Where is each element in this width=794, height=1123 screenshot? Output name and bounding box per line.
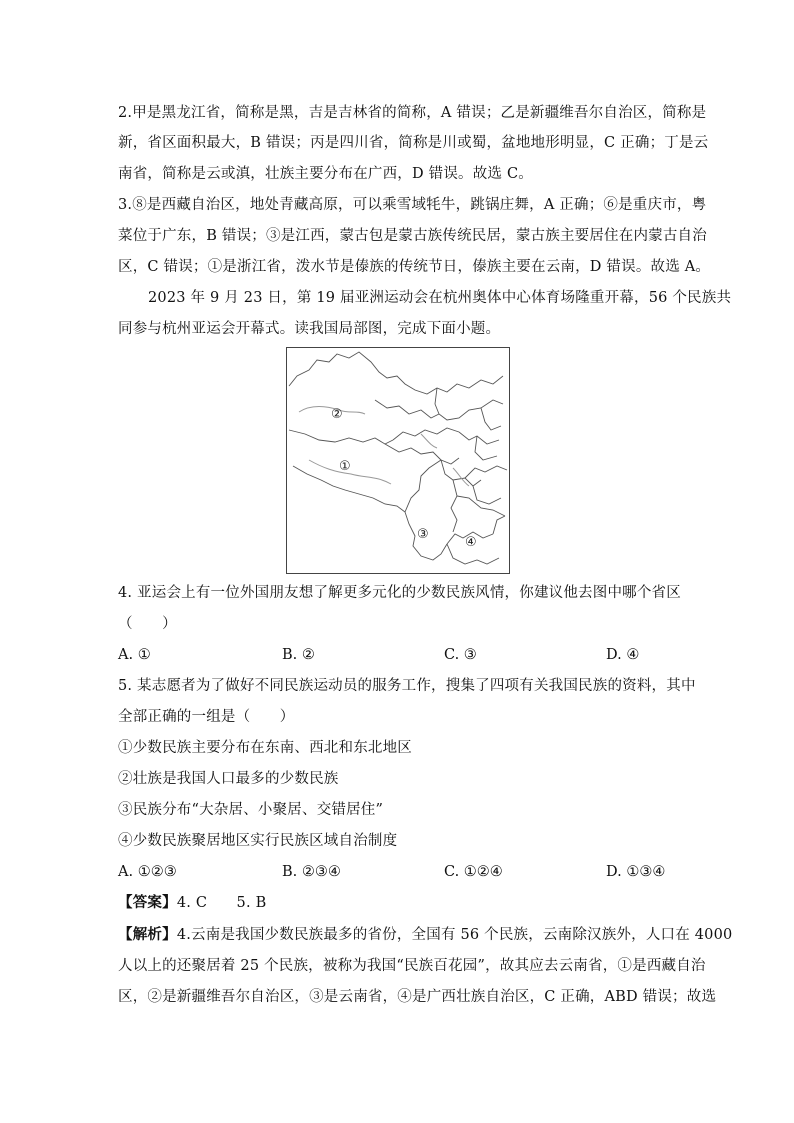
q5-stem-line-2: 全部正确的一组是（ ） [118,709,295,725]
q4-option-a: A. ① [118,647,151,663]
answer-text: 4. C 5. B [176,895,267,911]
q5-option-a: A. ①②③ [118,864,177,880]
q5-statement-2: ②壮族是我国人口最多的少数民族 [118,771,339,787]
map-label-3: ③ [417,527,429,542]
analysis-label: 【解析】 [118,926,177,943]
china-partial-map [286,347,510,574]
q5-stem-line-1: 5. 某志愿者为了做好不同民族运动员的服务工作，搜集了四项有关我国民族的资料，其中 [118,678,696,694]
analysis-line-2: 人以上的还聚居着 25 个民族，被称为我国“民族百花园”，故其应去云南省，①是西藏自治 [118,958,706,974]
analysis-line-3: 区，②是新疆维吾尔自治区，③是云南省，④是广西壮族自治区，C 正确，ABD 错误；故选 [118,989,717,1005]
q2-explanation-line-1: 2.甲是黑龙江省，简称是黑，吉是吉林省的简称，A 错误；乙是新疆维吾尔自治区，简称是 [118,105,707,121]
q4-stem-line-2: （ ） [118,616,177,632]
intro-line-1: 2023 年 9 月 23 日，第 19 届亚洲运动会在杭州奥体中心体育场隆重开幕，56 个民族共 [148,290,732,306]
q5-option-c: C. ①②④ [444,864,503,880]
q4-option-d: D. ④ [606,647,640,663]
analysis-text-1: 4.云南是我国少数民族最多的省份，全国有 56 个民族，云南除汉族外，人口在 4000 [176,927,733,943]
q4-option-c: C. ③ [444,647,477,663]
q3-explanation-line-3: 区，C 错误；①是浙江省，泼水节是傣族的传统节日，傣族主要在云南，D 错误。故选 A。 [118,259,711,275]
q5-option-b: B. ②③④ [282,864,341,880]
intro-line-2: 同参与杭州亚运会开幕式。读我国局部图，完成下面小题。 [118,321,501,337]
q2-explanation-line-3: 南省，简称是云或滇，壮族主要分布在广西，D 错误。故选 C。 [118,166,533,182]
answer-label: 【答案】 [118,894,177,911]
q5-statement-3: ③民族分布“大杂居、小聚居、交错居住” [118,802,384,818]
map-outline-svg [287,348,509,573]
map-label-4: ④ [465,535,477,550]
q3-explanation-line-1: 3.⑧是西藏自治区，地处青藏高原，可以乘雪域牦牛，跳锅庄舞，A 正确；⑥是重庆市，粤 [118,197,707,213]
answer-line [118,893,266,913]
map-label-1: ① [339,459,351,474]
q5-option-d: D. ①③④ [606,864,666,880]
q4-option-b: B. ② [282,647,315,663]
q2-explanation-line-2: 新，省区面积最大，B 错误；丙是四川省，简称是川或蜀，盆地地形明显，C 正确；丁是云 [118,135,709,151]
q5-statement-1: ①少数民族主要分布在东南、西北和东北地区 [118,740,412,756]
analysis-line-1 [118,925,732,945]
q4-stem-line-1: 4. 亚运会上有一位外国朋友想了解更多元化的少数民族风情，你建议他去图中哪个省区 [118,585,681,601]
q3-explanation-line-2: 菜位于广东，B 错误；③是江西，蒙古包是蒙古族传统民居，蒙古族主要居住在内蒙古自治 [118,228,707,244]
q5-statement-4: ④少数民族聚居地区实行民族区域自治制度 [118,833,398,849]
map-label-2: ② [331,407,343,422]
